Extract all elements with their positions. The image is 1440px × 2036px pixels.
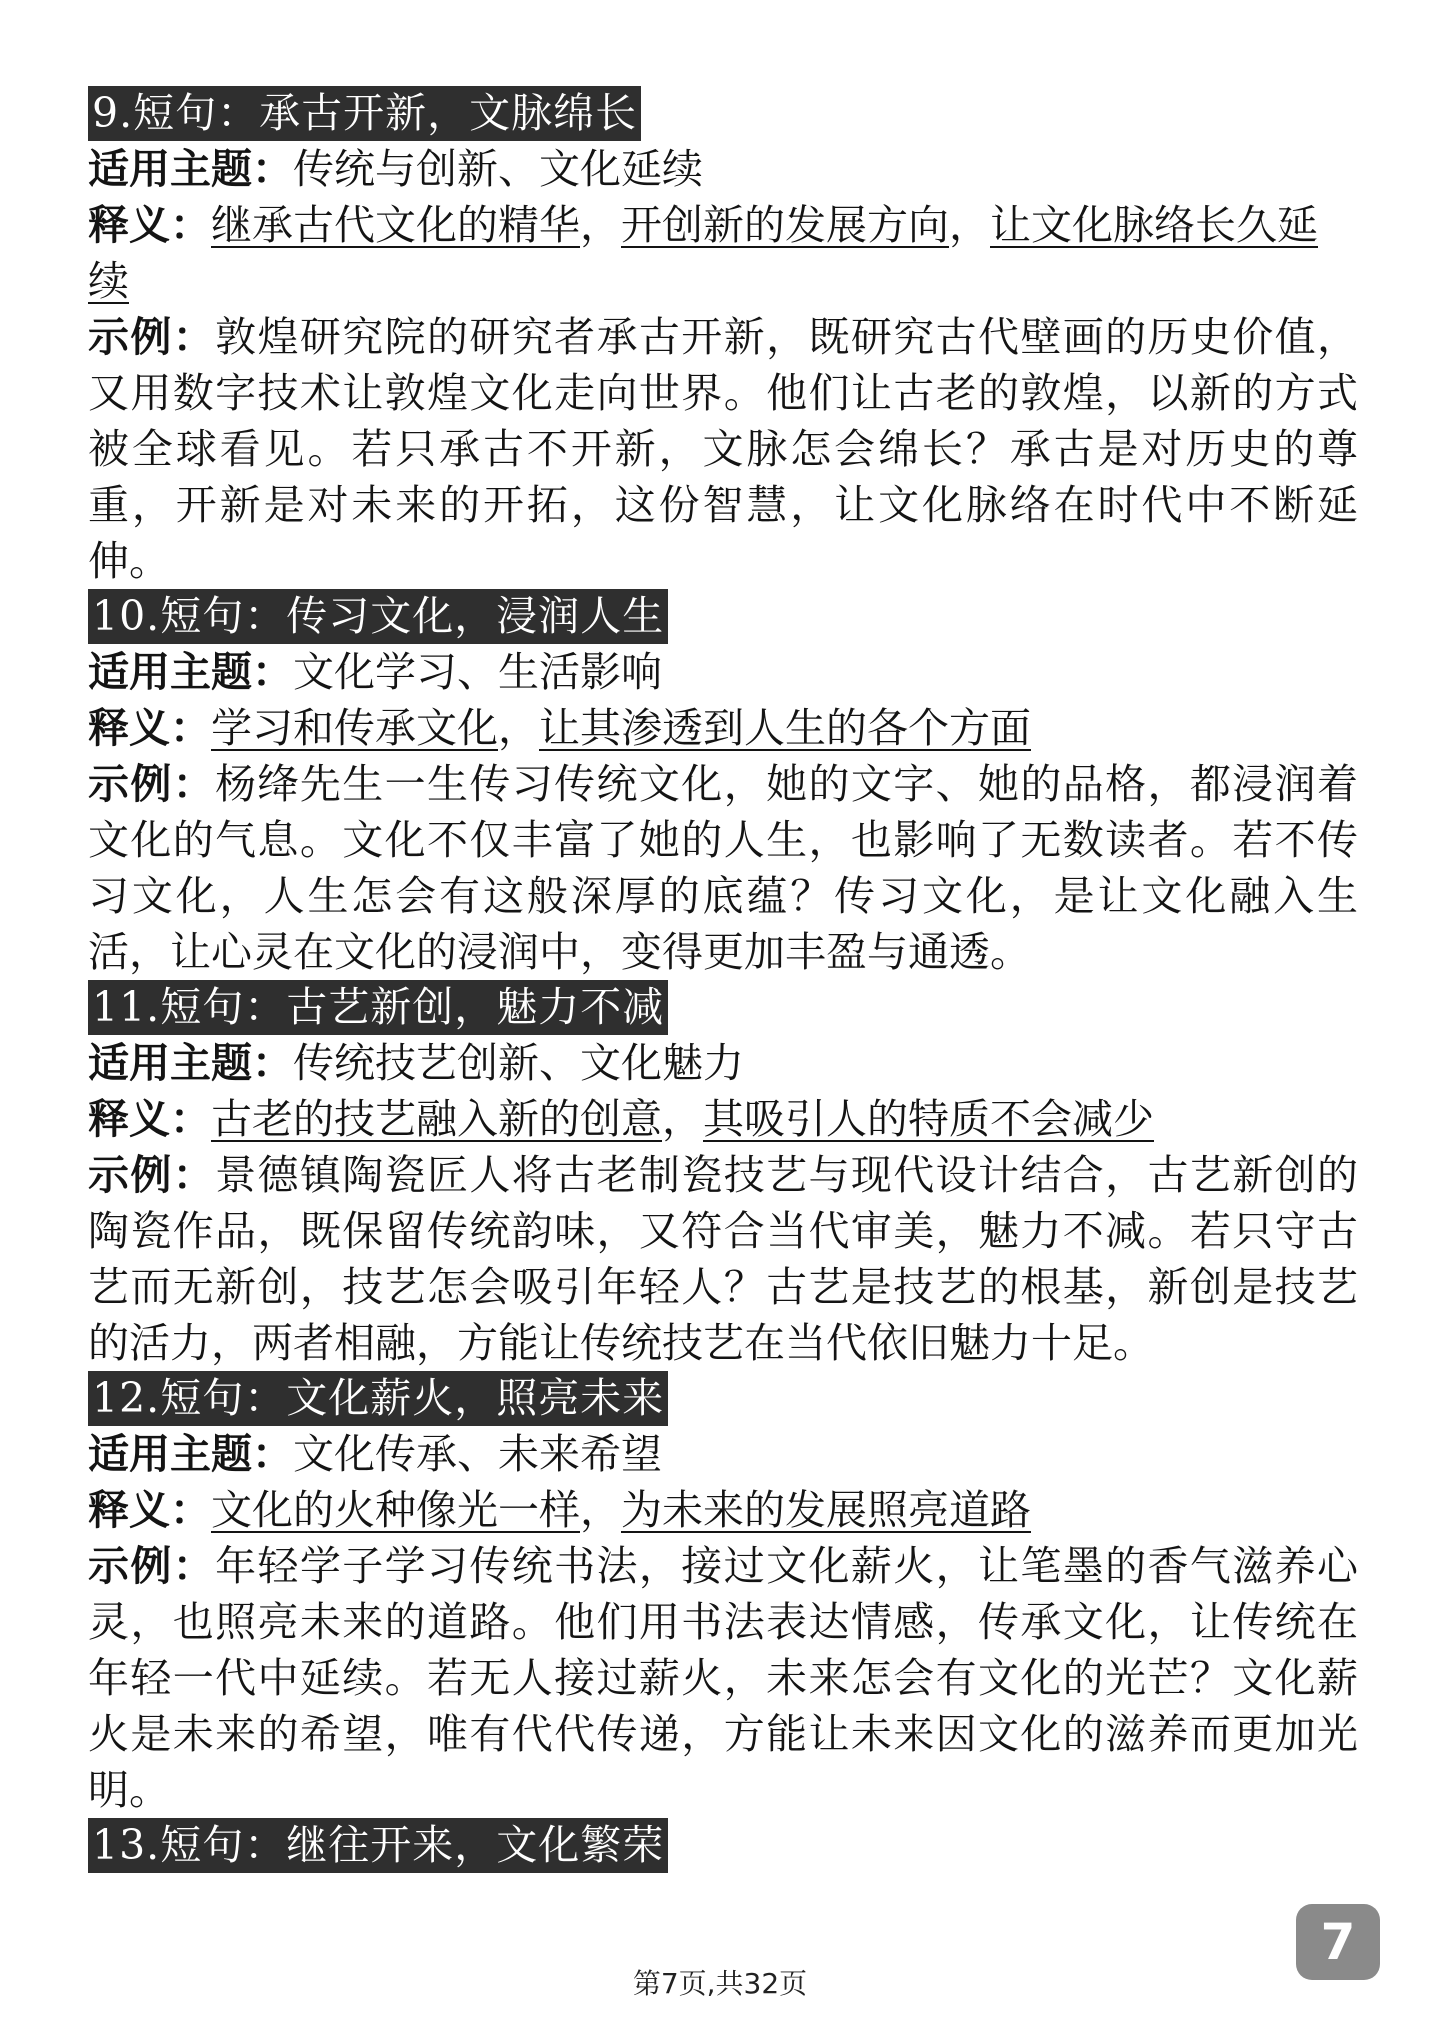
entry-heading: 13.短句：继往开来，文化繁荣 [88, 1818, 668, 1873]
definition-segment: 让其渗透到人生的各个方面 [539, 704, 1031, 752]
definition-comma: ， [662, 1095, 703, 1143]
definition-segment: 古老的技艺融入新的创意 [211, 1095, 662, 1143]
definition-comma: ， [580, 201, 621, 249]
definition-segment: 文化的火种像光一样 [211, 1486, 580, 1534]
example-text: 敦煌研究院的研究者承古开新，既研究古代壁画的历史价值，又用数字技术让敦煌文化走向世界。他们让古老的敦煌，以新的方式被全球看见。若只承古不开新，文脉怎会绵长？承古是对历史的尊重，开新是对未来的开拓，这份智慧，让文化脉络在时代中不断延伸。 [88, 313, 1358, 585]
theme-text: 文化学习、生活影响 [293, 648, 662, 696]
theme-row [88, 1035, 1358, 1091]
example-row [88, 1147, 1358, 1371]
theme-row [88, 1426, 1358, 1482]
entry-heading: 10.短句：传习文化，浸润人生 [88, 589, 668, 644]
definition-segment: 让文化脉络长久延续 [88, 201, 1318, 305]
theme-label: 适用主题： [88, 1430, 293, 1478]
page-number-badge: 7 [1296, 1904, 1380, 1980]
example-row [88, 309, 1358, 589]
entry-heading: 12.短句：文化薪火，照亮未来 [88, 1371, 668, 1426]
theme-text: 传统技艺创新、文化魅力 [293, 1039, 744, 1087]
theme-label: 适用主题： [88, 1039, 293, 1087]
theme-row [88, 141, 1358, 197]
page-footer: 第7页,共32页 [632, 1967, 808, 2000]
entry-12 [88, 1371, 1358, 1818]
example-row [88, 1538, 1358, 1818]
entry-10 [88, 589, 1358, 980]
definition-label: 释义： [88, 704, 211, 752]
example-label: 示例： [88, 1151, 216, 1199]
definition-comma: ， [949, 201, 990, 249]
definition-row [88, 1482, 1358, 1538]
definition-segment: 为未来的发展照亮道路 [621, 1486, 1031, 1534]
entry-11 [88, 980, 1358, 1371]
definition-comma: ， [498, 704, 539, 752]
entry-heading: 11.短句：古艺新创，魅力不减 [88, 980, 668, 1035]
theme-label: 适用主题： [88, 145, 293, 193]
definition-row [88, 197, 1358, 309]
definition-row [88, 700, 1358, 756]
example-text: 年轻学子学习传统书法，接过文化薪火，让笔墨的香气滋养心灵，也照亮未来的道路。他们用书法表达情感，传承文化，让传统在年轻一代中延续。若无人接过薪火，未来怎会有文化的光芒？文化薪火是未来的希望，唯有代代传递，方能让未来因文化的滋养而更加光明。 [88, 1542, 1358, 1814]
entry-13 [88, 1818, 1358, 1873]
definition-label: 释义： [88, 1486, 211, 1534]
definition-row [88, 1091, 1358, 1147]
example-label: 示例： [88, 760, 216, 808]
example-label: 示例： [88, 1542, 216, 1590]
definition-segment: 其吸引人的特质不会减少 [703, 1095, 1154, 1143]
definition-label: 释义： [88, 1095, 211, 1143]
definition-segment: 继承古代文化的精华 [211, 201, 580, 249]
theme-text: 文化传承、未来希望 [293, 1430, 662, 1478]
entry-heading: 9.短句：承古开新，文脉绵长 [88, 86, 641, 141]
definition-segment: 学习和传承文化 [211, 704, 498, 752]
definition-segment: 开创新的发展方向 [621, 201, 949, 249]
theme-row [88, 644, 1358, 700]
example-row [88, 756, 1358, 980]
example-text: 杨绛先生一生传习传统文化，她的文字、她的品格，都浸润着文化的气息。文化不仅丰富了她的人生，也影响了无数读者。若不传习文化，人生怎会有这般深厚的底蕴？传习文化，是让文化融入生活，让心灵在文化的浸润中，变得更加丰盈与通透。 [88, 760, 1358, 976]
document-page [88, 86, 1358, 1873]
example-text: 景德镇陶瓷匠人将古老制瓷技艺与现代设计结合，古艺新创的陶瓷作品，既保留传统韵味，又符合当代审美，魅力不减。若只守古艺而无新创，技艺怎会吸引年轻人？古艺是技艺的根基，新创是技艺的活力，两者相融，方能让传统技艺在当代依旧魅力十足。 [88, 1151, 1358, 1367]
definition-comma: ， [580, 1486, 621, 1534]
entry-9 [88, 86, 1358, 589]
theme-text: 传统与创新、文化延续 [293, 145, 703, 193]
definition-label: 释义： [88, 201, 211, 249]
theme-label: 适用主题： [88, 648, 293, 696]
example-label: 示例： [88, 313, 216, 361]
